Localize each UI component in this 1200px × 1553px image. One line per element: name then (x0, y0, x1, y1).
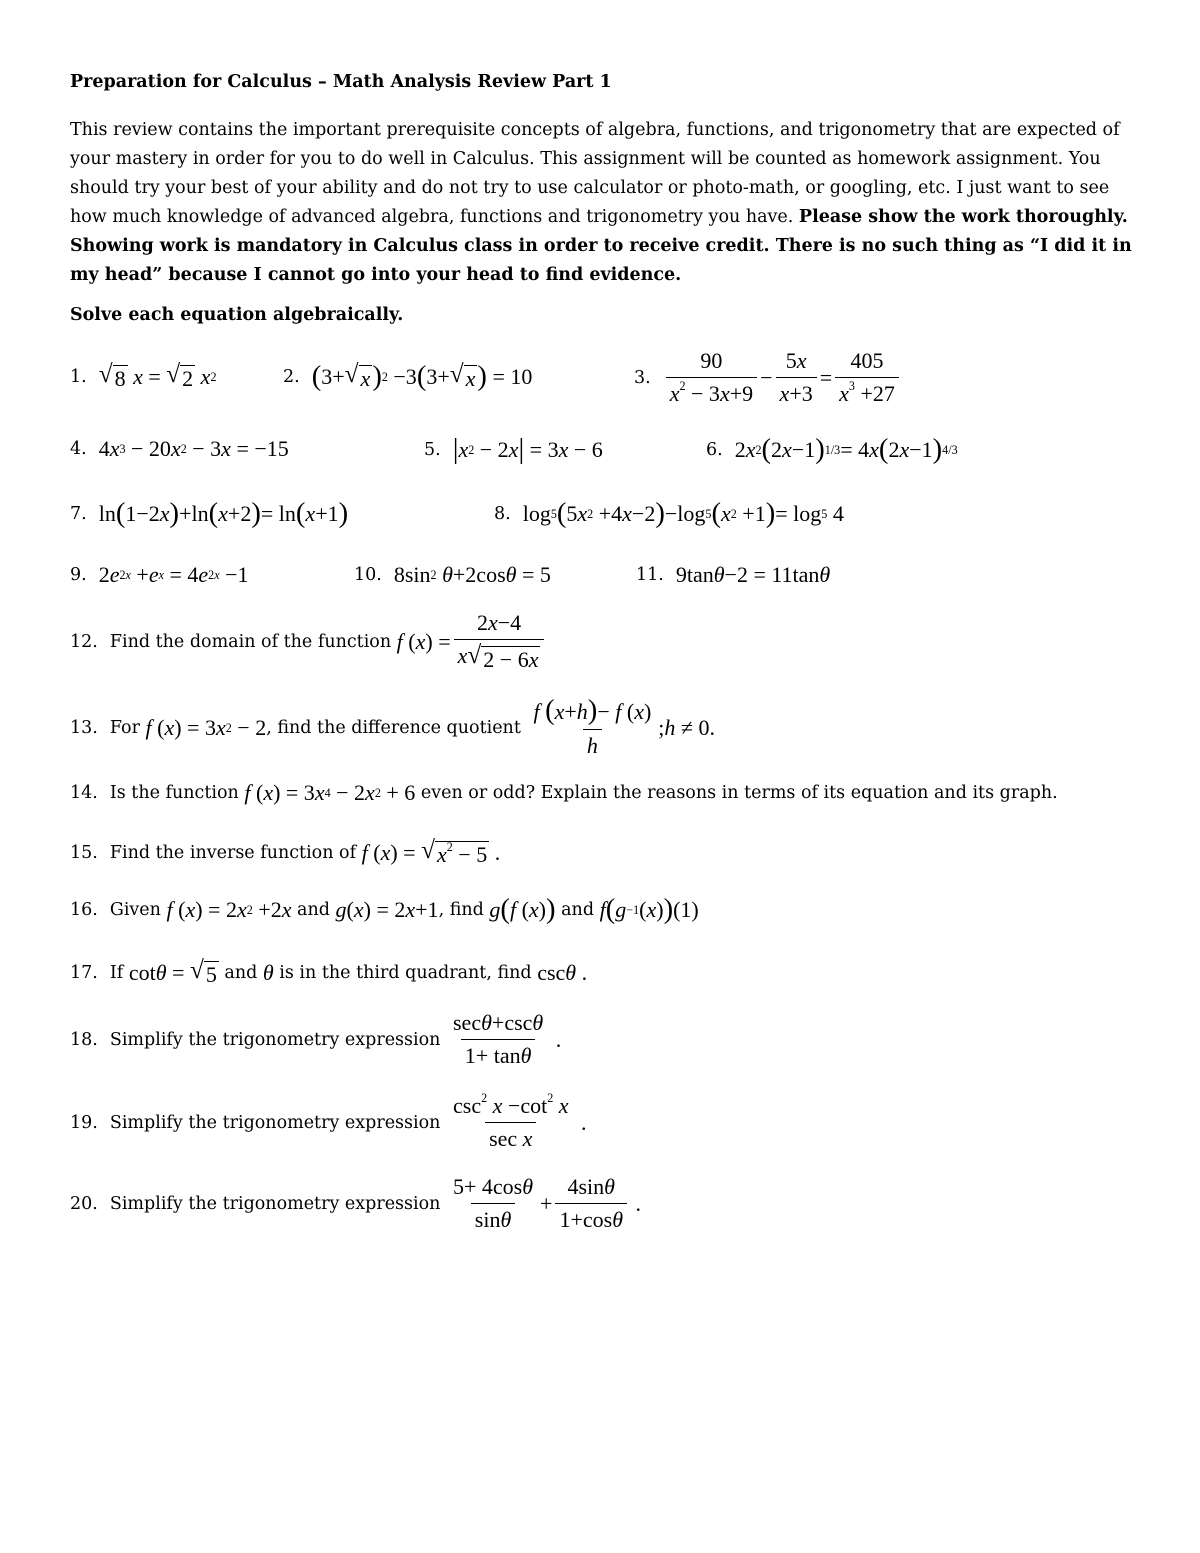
problem-text: and (224, 963, 258, 983)
problem-text: Given (109, 900, 161, 921)
problem-2 (283, 362, 532, 392)
problem-number: 11. (636, 565, 664, 585)
problem-3 (634, 348, 902, 407)
problem-number: 12. (70, 631, 98, 652)
problem-5 (424, 436, 603, 465)
problem-text: , find (438, 900, 484, 921)
equation: √ 8 x = √ 2 x 2 (98, 360, 217, 391)
problem-text: Is the function (109, 783, 239, 803)
problem-text: and (297, 900, 330, 921)
problem-number: 7. (70, 504, 87, 525)
problem-number: 2. (283, 367, 300, 387)
problem-text: If (109, 963, 124, 983)
problem-number: 8. (494, 504, 511, 525)
problem-6 (706, 436, 958, 465)
problem-number: 3. (634, 367, 651, 388)
theta: θ (262, 960, 274, 985)
equation: 2 x 2 ( 2 x −1 ) 1/3 = 4 x ( 2 x −1 ) 4/3 (734, 434, 958, 465)
problem-text: even or odd? Explain the reasons in terms of its equation and its graph. (420, 783, 1058, 803)
function-definition: f ( x ) = 3 x 2 − 2 (145, 714, 267, 740)
intro-paragraph (70, 116, 1140, 290)
function-f: f ( x ) = 2 x 2 +2 x (166, 897, 292, 923)
problem-number: 4. (70, 439, 87, 459)
composition-1: g ( f ( x ) ) (489, 894, 556, 925)
problem-number: 19. (70, 1112, 98, 1133)
instructions-heading: Solve each equation algebraically. (70, 305, 404, 325)
problem-number: 13. (70, 717, 98, 738)
problem-text: Simplify the trigonometry expression (109, 1193, 441, 1214)
problem-9 (70, 562, 248, 588)
problem-11 (636, 562, 830, 588)
problem-number: 18. (70, 1029, 98, 1050)
problem-text: Simplify the trigonometry expression (109, 1112, 441, 1133)
difference-quotient: $\frac{f (x+h)- f (x)}{h}$ ; h ≠ 0. (533, 695, 715, 758)
problem-1 (70, 362, 216, 392)
problem-text: Simplify the trigonometry expression (109, 1029, 441, 1050)
equation: f ( x ) = 2x−4 x √ 2 − 6x (397, 610, 548, 673)
problem-number: 1. (70, 367, 87, 387)
problem-8 (494, 500, 844, 529)
problem-7 (70, 500, 348, 529)
equation: ln ( 1−2 x ) +ln ( x +2 ) = ln ( x +1 ) (98, 498, 349, 529)
given-cot: cot θ = √ 5 (128, 956, 217, 987)
equation: 4 x 3 − 20 x 2 − 3 x = −15 (98, 436, 289, 461)
problem-number: 17. (70, 963, 98, 983)
equation: log 5 ( 5 x 2 +4 x −2 ) −log 5 ( x 2 +1 ) = log 5 4 (522, 498, 844, 529)
problem-number: 10. (354, 565, 382, 585)
expression: $\frac{5+ 4\cos\theta}{\sin\theta}$ + $\frac{4\sin\theta}{1+\cos\theta}$ . (453, 1174, 642, 1232)
problem-text: Find the domain of the function (109, 631, 392, 652)
problem-text: Find the inverse function of (109, 843, 357, 863)
function-definition: f ( x ) = 3 x 4 − 2 x 2 + 6 (244, 780, 416, 805)
problem-text: and (561, 900, 595, 921)
problem-13 (70, 697, 715, 759)
problem-number: 5. (424, 440, 441, 461)
problem-10 (354, 562, 551, 588)
intro-text: This review contains the important prerequisite concepts of algebra, functions, and trigonometry that are expected of your mastery in order for you to do well in Calculus. This assignment will be counted as homework assignment. You should try your best of your ability and do not try to use calculator or photo-math, or googling, etc. I just want to see how much knowledge of advanced algebra, functions and trigonometry you have. (70, 120, 1120, 227)
expression: $\frac{\csc^2 x -\cot^2 x}{\text{sec x}}$ . (453, 1091, 587, 1151)
intro-bold-text: Please show the work thoroughly. Showing work is mandatory in Calculus class in order to receive credit. There is no such thing as “I did it in my head” because I cannot go into your head to find evidence. (70, 207, 1132, 285)
problem-4 (70, 436, 289, 462)
problem-20 (70, 1174, 641, 1233)
problem-number: 20. (70, 1193, 98, 1214)
composition-2: f ( g −1 ( x ) ) (1) (599, 894, 699, 925)
equation: 2 e 2x + e x = 4 e 2x −1 (98, 562, 249, 587)
equation: ( 3+ √ x ) 2 −3 ( 3+ √ x ) = 10 (311, 360, 533, 392)
equation: | x 2 − 2 x | = 3 x − 6 (452, 434, 603, 465)
problem-text: For (109, 717, 140, 738)
function-g: g ( x ) = 2 x +1 (335, 897, 439, 923)
problem-18 (70, 1010, 561, 1069)
problem-number: 9. (70, 565, 87, 585)
page-title: Preparation for Calculus – Math Analysis Review Part 1 (70, 72, 612, 92)
problem-text: is in the third quadrant, find (279, 963, 532, 983)
problem-number: 14. (70, 783, 98, 803)
problem-number: 15. (70, 843, 98, 863)
problem-12 (70, 610, 547, 673)
problem-15 (70, 838, 500, 868)
target-csc: csc θ . (537, 960, 588, 985)
problem-number: 16. (70, 900, 98, 921)
equation: 9tan θ −2 = 11tan θ (675, 562, 831, 587)
problem-17 (70, 958, 587, 988)
function-definition: f ( x ) = √ $x^2 - 5$ . (361, 836, 501, 867)
expression: $\frac{\sec\theta+\csc\theta}{1+ \tan\theta}$ . (453, 1010, 562, 1068)
problem-text: , find the difference quotient (266, 717, 521, 738)
problem-19 (70, 1093, 587, 1152)
equation: $\frac{90}{x^2 - 3x+9}$ − $\frac{5x}{x+3}$ = $\frac{405}{x^3 +27}$ (663, 348, 902, 407)
problem-number: 6. (706, 440, 723, 461)
problem-16 (70, 896, 699, 925)
problem-14 (70, 780, 1058, 806)
equation: 8sin 2 θ +2cos θ = 5 (393, 562, 551, 587)
